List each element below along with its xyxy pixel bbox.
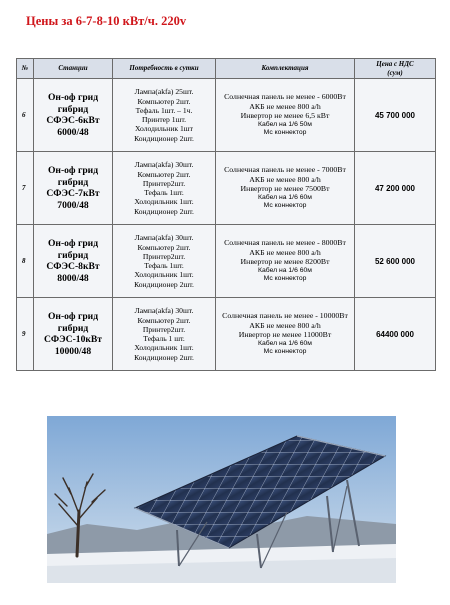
kit-line: Мс коннектор: [263, 275, 307, 283]
needs-line: Принтер 1шт.: [141, 115, 187, 124]
needs-line: Холодильник 1шт: [135, 124, 193, 134]
header-price-unit: (сум): [387, 68, 403, 77]
needs-line: Кондиционер 2шт.: [134, 206, 194, 216]
station-line: 6000/48: [57, 126, 89, 138]
needs-line: Кондиционер 2шт.: [134, 352, 194, 362]
row-station: [34, 79, 113, 152]
price-table-container: [16, 58, 435, 370]
kit-line: Солнечная панель не менее - 8000Вт: [224, 238, 346, 248]
needs-line: Лампа(akfa) 30шт.: [134, 160, 194, 170]
needs-line: Лампа(akfa) 25шт.: [134, 87, 194, 97]
table-row: [17, 225, 436, 298]
station-line: Он-оф грид: [47, 165, 99, 176]
row-num: 8: [17, 225, 34, 298]
row-kit: [216, 298, 355, 371]
header-num: №: [17, 59, 34, 79]
kit-line: Солнечная панель не менее - 7000Вт: [224, 165, 346, 175]
row-price: 47 200 000: [355, 152, 436, 225]
kit-line: АКБ не менее 800 а/h: [249, 320, 321, 330]
row-price: 52 600 000: [355, 225, 436, 298]
row-kit: [216, 79, 355, 152]
row-station: [34, 152, 113, 225]
row-price: 64400 000: [355, 298, 436, 371]
needs-line: Компьютер 2шт.: [137, 315, 191, 325]
station-line: гибрид: [57, 249, 89, 261]
solar-panel-photo: [47, 416, 396, 583]
row-station: [34, 225, 113, 298]
row-needs: [113, 225, 216, 298]
table-row: [17, 79, 436, 152]
kit-line: Солнечная панель не менее - 10000Вт: [222, 311, 348, 321]
row-price: 45 700 000: [355, 79, 436, 152]
station-line: 10000/48: [54, 345, 92, 357]
header-price: [355, 59, 436, 79]
needs-line: Компьютер 2шт.: [137, 96, 191, 106]
header-needs: Потребность в сутки: [113, 59, 216, 79]
needs-line: Холодильник 1шт.: [134, 270, 194, 280]
kit-line: Инвертор не менее 7500Вт: [240, 184, 330, 194]
station-line: СФЭС-6кВт: [46, 115, 100, 126]
kit-line: Кабел на 1/6 60м: [258, 266, 312, 274]
needs-line: Принтер2шт.: [142, 178, 186, 188]
station-line: Он-оф грид: [47, 92, 99, 103]
needs-line: Компьютер 2шт.: [137, 169, 191, 179]
row-station: [34, 298, 113, 371]
kit-line: Кабел на 1/6 50м: [258, 120, 312, 128]
station-line: СФЭС-10кВт: [43, 334, 103, 345]
kit-line: АКБ не менее 800 а/h: [249, 247, 321, 257]
station-line: гибрид: [57, 322, 89, 334]
page-title: Цены за 6-7-8-10 кВт/ч. 220v: [26, 14, 187, 28]
kit-line: Мс коннектор: [263, 129, 307, 137]
kit-line: АКБ не менее 800 а/h: [249, 101, 321, 111]
header-station: Станции: [34, 59, 113, 79]
station-line: 8000/48: [57, 272, 89, 284]
row-num: 7: [17, 152, 34, 225]
needs-line: Принтер2шт.: [142, 251, 186, 261]
needs-line: Лампа(akfa) 30шт.: [134, 306, 194, 316]
kit-line: Мс коннектор: [263, 202, 307, 210]
solar-panel-illustration: [47, 416, 396, 583]
table-row: [17, 152, 436, 225]
needs-line: Холодильник 1шт.: [134, 197, 194, 207]
needs-line: Тефаль 1шт.: [144, 188, 184, 197]
kit-line: Мс коннектор: [263, 348, 307, 356]
needs-line: Принтер2шт.: [142, 324, 186, 334]
header-kit: Комплектация: [216, 59, 355, 79]
station-line: Он-оф грид: [47, 311, 99, 322]
needs-line: Компьютер 2шт.: [137, 242, 191, 252]
station-line: СФЭС-8кВт: [46, 261, 100, 272]
row-needs: [113, 298, 216, 371]
kit-line: Кабел на 1/6 60м: [258, 339, 312, 347]
needs-line: Лампа(akfa) 30шт.: [134, 233, 194, 243]
price-table: [16, 58, 436, 371]
table-header-row: [17, 59, 436, 79]
needs-line: Холодильник 1шт.: [134, 343, 194, 353]
needs-line: Тефаль 1шт.: [144, 261, 184, 270]
station-line: 7000/48: [57, 199, 89, 211]
needs-line: Тефаль 1шт. – 1ч.: [135, 105, 193, 115]
header-price-label: Цена с НДС: [376, 60, 414, 69]
row-num: 9: [17, 298, 34, 371]
needs-line: Тефаль 1 шт.: [143, 334, 185, 343]
station-line: гибрид: [57, 103, 89, 115]
kit-line: АКБ не менее 800 а/h: [249, 174, 321, 184]
kit-line: Инвертор не менее 8200Вт: [240, 257, 330, 267]
row-needs: [113, 79, 216, 152]
station-line: СФЭС-7кВт: [46, 188, 100, 199]
row-num: 6: [17, 79, 34, 152]
kit-line: Солнечная панель не менее - 6000Вт: [224, 92, 346, 102]
station-line: Он-оф грид: [47, 238, 99, 249]
kit-line: Кабел на 1/6 60м: [258, 193, 312, 201]
row-needs: [113, 152, 216, 225]
needs-line: Кондиционер 2шт.: [134, 133, 194, 143]
row-kit: [216, 152, 355, 225]
kit-line: Инвертор не менее 11000Вт: [238, 330, 332, 340]
table-row: [17, 298, 436, 371]
station-line: гибрид: [57, 176, 89, 188]
kit-line: Инвертор не менее 6,5 кВт: [240, 111, 330, 121]
needs-line: Кондиционер 2шт.: [134, 279, 194, 289]
row-kit: [216, 225, 355, 298]
